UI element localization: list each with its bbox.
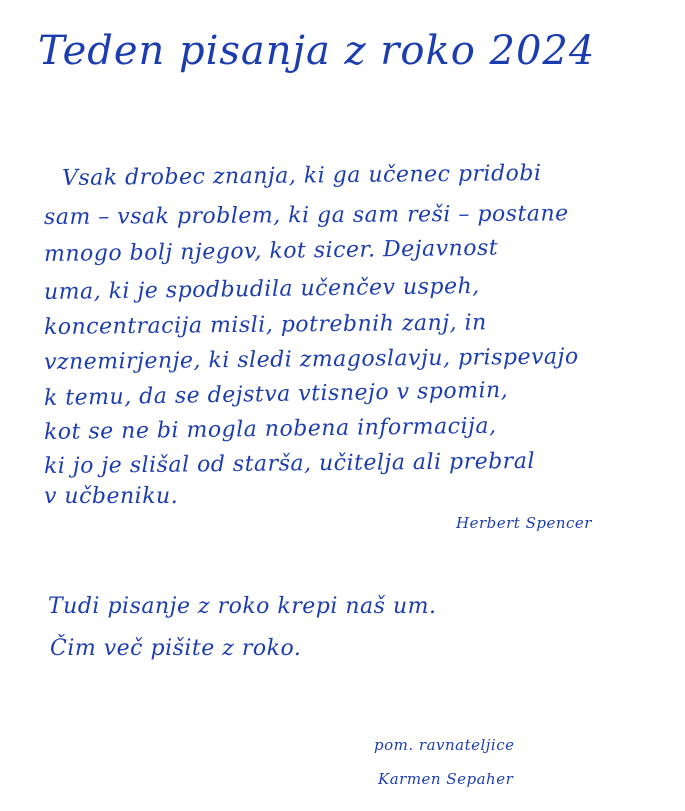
quote-line-7: k temu, da se dejstva vtisnejo v spomin, <box>43 377 509 411</box>
closing-line-2: Čim več pišite z roko. <box>50 636 302 661</box>
signature-role: pom. ravnateljice <box>374 736 515 754</box>
quote-line-8: kot se ne bi mogla nobena informacija, <box>43 413 497 445</box>
page-title: Teden pisanja z roko 2024 <box>38 28 596 74</box>
quote-line-4: uma, ki je spodbudila učenčev uspeh, <box>43 273 480 305</box>
signature-name: Karmen Sepaher <box>378 770 514 788</box>
quote-line-1: Vsak drobec znanja, ki ga učenec pridobi <box>61 160 542 191</box>
quote-line-10: v učbeniku. <box>44 484 179 509</box>
quote-line-9: ki jo je slišal od starša, učitelja ali prebral <box>43 448 536 479</box>
closing-line-1: Tudi pisanje z roko krepi naš um. <box>48 594 437 619</box>
quote-line-3: mnogo bolj njegov, kot sicer. Dejavnost <box>43 235 499 267</box>
quote-line-5: koncentracija misli, potrebnih zanj, in <box>43 310 487 340</box>
quote-line-6: vznemirjenje, ki sledi zmagoslavju, prispevajo <box>43 344 579 375</box>
quote-line-2: sam – vsak problem, ki ga sam reši – postane <box>43 201 569 230</box>
quote-author: Herbert Spencer <box>456 514 592 532</box>
